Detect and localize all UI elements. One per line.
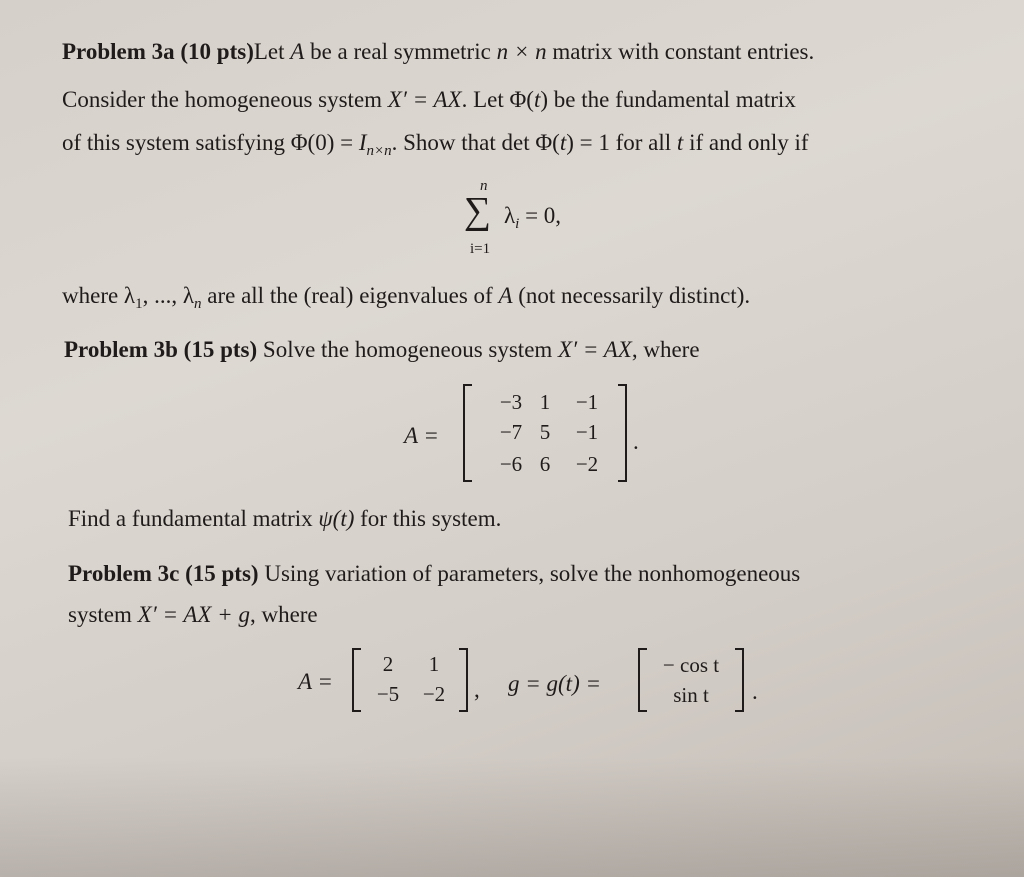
eigenvalue-sum-equation — [460, 178, 600, 268]
p3b-title: Problem 3b (15 pts) — [64, 337, 258, 362]
p3c-line-1: Problem 3c (15 pts) Using variation of parameters, solve the nonhomogeneous — [68, 561, 801, 586]
matrix-cell: −1 — [575, 390, 599, 414]
p3a-title: Problem 3a (10 pts) — [62, 39, 254, 64]
p3c-g-label: g = g(t) = — [508, 671, 601, 696]
p3b-line-1: Problem 3b (15 pts) Solve the homogeneous system X′ = AX, where — [64, 337, 700, 362]
p3c-a-label: A = — [298, 669, 333, 694]
p3b-period: . — [633, 429, 639, 454]
matrix-cell: 1 — [539, 390, 551, 414]
bracket-right — [459, 648, 468, 712]
bracket-left — [463, 384, 472, 482]
matrix-cell: −5 — [376, 682, 400, 706]
vector-cell: − cos t — [662, 653, 720, 677]
bracket-left — [638, 648, 647, 712]
matrix-cell: −6 — [499, 452, 523, 476]
p3a-line-1: Problem 3a (10 pts)Let A be a real symmetric n × n matrix with constant entries. — [62, 39, 815, 64]
matrix-cell: −7 — [499, 420, 523, 444]
matrix-cell: 1 — [428, 652, 440, 676]
p3c-matrix — [352, 648, 468, 712]
matrix-cell: 5 — [539, 420, 551, 444]
sum-upper-limit: n — [480, 178, 488, 194]
p3a-line-5: where $\lambda_1$, ..., $\lambda_n$ are all the (real) eigenvalues of A (not necessarily distinct). — [62, 283, 751, 312]
vector-cell: sin t — [673, 683, 709, 707]
matrix-cell: −2 — [575, 452, 599, 476]
matrix-cell: 6 — [539, 452, 551, 476]
sigma-symbol: ∑ — [464, 190, 492, 232]
photo-shadow — [0, 757, 1024, 877]
p3c-period: . — [752, 679, 758, 704]
p3c-title: Problem 3c (15 pts) — [68, 561, 259, 586]
p3a-line-2: Consider the homogeneous system X′ = AX. Let Φ(t) be the fundamental matrix — [62, 87, 796, 112]
p3b-find-line: Find a fundamental matrix ψ(t) for this system. — [68, 506, 502, 531]
bracket-left — [352, 648, 361, 712]
matrix-cell: −3 — [499, 390, 523, 414]
bracket-right — [735, 648, 744, 712]
sum-body: $\lambda_i = 0$, — [504, 203, 562, 232]
p3c-line-2: system X′ = AX + g, where — [68, 602, 318, 627]
sum-lower-limit: i=1 — [470, 241, 491, 257]
p3c-g-vector — [638, 648, 744, 712]
matrix-cell: −2 — [422, 682, 446, 706]
bracket-right — [618, 384, 627, 482]
matrix-cell: 2 — [382, 652, 394, 676]
p3a-line-3: of this system satisfying $\Phi(0) = I_{n\times n}$. Show that det Φ(t) = 1 for all t if and only if — [62, 130, 809, 159]
matrix-cell: −1 — [575, 420, 599, 444]
p3c-comma: , — [474, 677, 480, 702]
p3b-a-label: A = — [404, 423, 439, 448]
p3b-matrix — [463, 384, 627, 482]
